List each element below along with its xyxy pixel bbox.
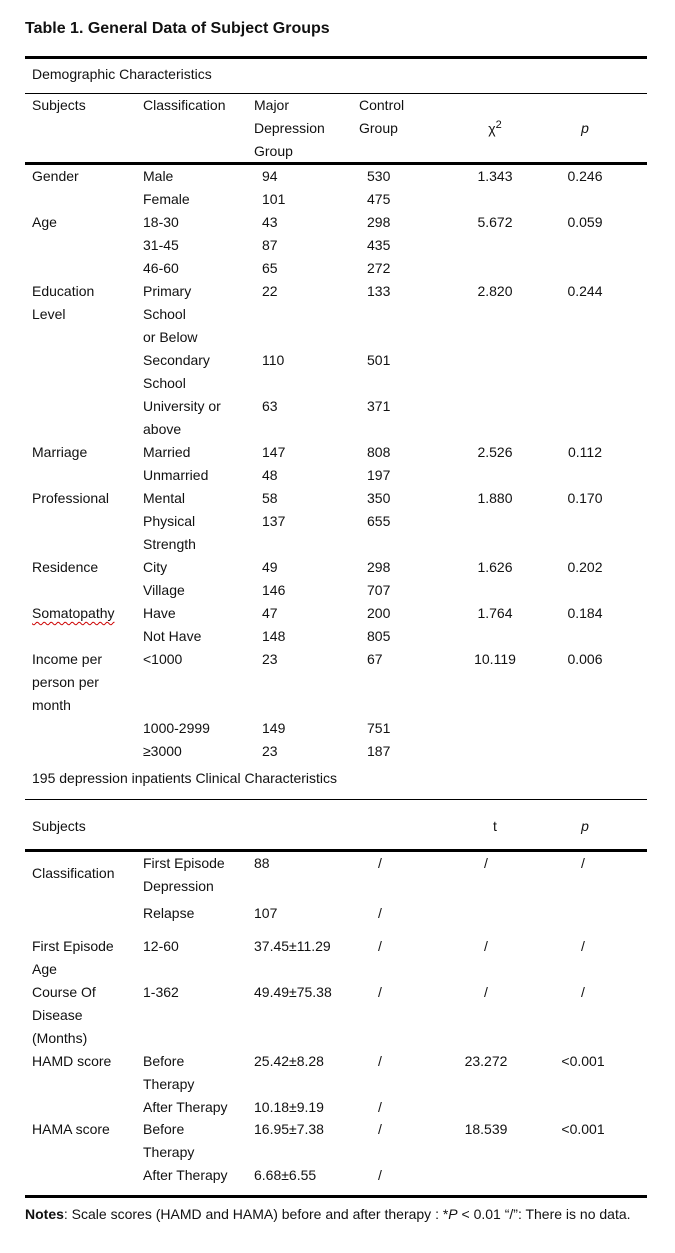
header-major-depression-group: Major Depression Group (254, 97, 325, 159)
row-control-count: 501 (367, 352, 391, 368)
row-classification: 31-45 (143, 237, 179, 253)
row-classification: ≥3000 (143, 743, 182, 759)
row-p-value: 0.059 (567, 214, 603, 230)
row-control-count: 350 (367, 490, 391, 506)
row-chi-square: 2.820 (477, 283, 513, 299)
row-classification: 12-60 (143, 938, 179, 954)
row-control-count: 197 (367, 467, 391, 483)
row-classification: First Episode Depression (143, 855, 225, 894)
section1-heading: Demographic Characteristics (32, 66, 212, 82)
row-control-count: 655 (367, 513, 391, 529)
row-value: 107 (254, 905, 278, 921)
row-control-count: 133 (367, 283, 391, 299)
row-chi-square: 2.526 (477, 444, 513, 460)
row-p-value: 0.246 (567, 168, 603, 184)
row-classification: 46-60 (143, 260, 179, 276)
row-control-count: 751 (367, 720, 391, 736)
row-major-depression-count: 23 (262, 651, 278, 667)
row-subject: Marriage (32, 444, 88, 460)
row-major-depression-count: 87 (262, 237, 278, 253)
row-major-depression-count: 22 (262, 283, 278, 299)
row-control-value: / (378, 1053, 382, 1069)
row-control-count: 530 (367, 168, 391, 184)
row-chi-square: 1.343 (477, 168, 513, 184)
row-major-depression-count: 63 (262, 398, 278, 414)
section2-header-t: t (493, 818, 497, 834)
row-classification: Secondary School (143, 352, 210, 391)
row-classification: 1-362 (143, 984, 179, 1000)
header-subjects: Subjects (32, 97, 86, 113)
row-value: 10.18±9.19 (254, 1099, 324, 1115)
row-classification: Male (143, 168, 174, 184)
row-t-value: / (484, 984, 488, 1000)
row-subject: Classification (32, 865, 115, 881)
header-classification: Classification (143, 97, 226, 113)
row-chi-square: 1.626 (477, 559, 513, 575)
row-major-depression-count: 110 (262, 352, 285, 368)
row-control-value: / (378, 855, 382, 871)
top-rule (25, 56, 647, 59)
row-value: 6.68±6.55 (254, 1167, 317, 1183)
row-major-depression-count: 49 (262, 559, 278, 575)
row-major-depression-count: 43 (262, 214, 278, 230)
row-t-value: / (484, 938, 488, 954)
row-control-value: / (378, 984, 382, 1000)
row-major-depression-count: 47 (262, 605, 278, 621)
row-classification: After Therapy (143, 1099, 228, 1115)
notes-label: Notes (25, 1206, 64, 1222)
row-classification: After Therapy (143, 1167, 228, 1183)
notes-text-before: : Scale scores (HAMD and HAMA) before and after therapy : * (63, 1206, 449, 1222)
row-p-value: 0.112 (568, 444, 602, 460)
row-major-depression-count: 147 (262, 444, 286, 460)
bottom-rule (25, 1195, 647, 1198)
row-subject: Course Of Disease (Months) (32, 984, 96, 1046)
row-control-count: 805 (367, 628, 391, 644)
row-subject: Age (32, 214, 57, 230)
row-p-value: <0.001 (561, 1121, 605, 1137)
row-subject: Income per person per month (32, 651, 103, 713)
row-major-depression-count: 94 (262, 168, 278, 184)
row-control-count: 298 (367, 214, 391, 230)
row-chi-square: 1.880 (477, 490, 513, 506)
row-control-value: / (378, 1167, 382, 1183)
row-subject: Residence (32, 559, 99, 575)
row-control-count: 298 (367, 559, 391, 575)
row-value: 49.49±75.38 (254, 984, 332, 1000)
row-classification: Have (143, 605, 176, 621)
row-control-count: 187 (367, 743, 391, 759)
row-classification: Female (143, 191, 190, 207)
row-control-value: / (378, 905, 382, 921)
row-classification: Village (143, 582, 185, 598)
chi-symbol: χ (488, 120, 496, 137)
row-classification: <1000 (143, 651, 183, 667)
row-classification: Primary School or Below (143, 283, 198, 345)
row-classification: University or above (143, 398, 221, 437)
row-major-depression-count: 23 (262, 743, 278, 759)
row-classification: Married (143, 444, 191, 460)
row-major-depression-count: 148 (262, 628, 286, 644)
header-control-group: Control Group (359, 97, 405, 136)
row-classification: Mental (143, 490, 186, 506)
row-p-value: 0.184 (567, 605, 603, 621)
section2-header-p: p (581, 818, 589, 834)
row-control-value: / (378, 938, 382, 954)
chi-superscript: 2 (495, 119, 502, 131)
row-classification: 1000-2999 (143, 720, 210, 736)
row-p-value: <0.001 (561, 1053, 605, 1069)
table-notes (25, 1206, 631, 1222)
row-chi-square: 5.672 (477, 214, 513, 230)
row-p-value: / (581, 984, 585, 1000)
row-p-value: 0.170 (567, 490, 603, 506)
row-control-count: 200 (367, 605, 391, 621)
row-subject: HAMD score (32, 1053, 112, 1069)
row-major-depression-count: 65 (262, 260, 278, 276)
row-control-count: 371 (367, 398, 391, 414)
row-major-depression-count: 48 (262, 467, 278, 483)
section2-heading: 195 depression inpatients Clinical Characteristics (32, 770, 338, 786)
row-control-count: 475 (367, 191, 391, 207)
table-title: Table 1. General Data of Subject Groups (25, 20, 330, 37)
row-chi-square: 1.764 (477, 605, 513, 621)
row-p-value: / (581, 938, 585, 954)
row-major-depression-count: 137 (262, 513, 286, 529)
row-subject: Professional (32, 490, 110, 506)
row-p-value: 0.202 (567, 559, 603, 575)
section2-header-subjects: Subjects (32, 818, 86, 834)
row-control-count: 272 (367, 260, 391, 276)
row-p-value: 0.244 (567, 283, 603, 299)
row-classification: Not Have (143, 628, 202, 644)
row-major-depression-count: 58 (262, 490, 278, 506)
row-value: 37.45±11.29 (254, 938, 331, 954)
row-control-count: 435 (367, 237, 391, 253)
row-subject: Education Level (32, 283, 95, 322)
section2-heading-rule (25, 799, 647, 800)
row-value: 88 (254, 855, 270, 871)
row-control-value: / (378, 1121, 382, 1137)
row-major-depression-count: 146 (262, 582, 286, 598)
row-control-count: 808 (367, 444, 391, 460)
notes-text-after: < 0.01 “/”: There is no data. (457, 1206, 631, 1222)
row-t-value: 18.539 (464, 1121, 508, 1137)
row-major-depression-count: 149 (262, 720, 286, 736)
row-value: 16.95±7.38 (254, 1121, 324, 1137)
row-p-value: / (581, 855, 585, 871)
row-classification: 18-30 (143, 214, 179, 230)
row-subject: Gender (32, 168, 79, 184)
row-chi-square: 10.119 (474, 651, 516, 667)
row-classification: Relapse (143, 905, 195, 921)
row-t-value: / (484, 855, 488, 871)
row-subject: HAMA score (32, 1121, 110, 1137)
row-control-count: 707 (367, 582, 391, 598)
row-p-value: 0.006 (567, 651, 603, 667)
notes-p-symbol: P (448, 1206, 458, 1222)
header-p: p (581, 120, 589, 136)
row-classification: City (143, 559, 168, 575)
row-subject: Somatopathy (32, 605, 115, 621)
row-classification: Unmarried (143, 467, 209, 483)
row-classification: Before Therapy (143, 1121, 195, 1160)
row-control-value: / (378, 1099, 382, 1115)
row-major-depression-count: 101 (262, 191, 286, 207)
row-control-count: 67 (367, 651, 383, 667)
row-classification: Before Therapy (143, 1053, 195, 1092)
row-classification: Physical Strength (143, 513, 196, 552)
row-value: 25.42±8.28 (254, 1053, 324, 1069)
header-chi-square (455, 114, 535, 141)
row-t-value: 23.272 (464, 1053, 508, 1069)
row-subject: First Episode Age (32, 938, 114, 977)
